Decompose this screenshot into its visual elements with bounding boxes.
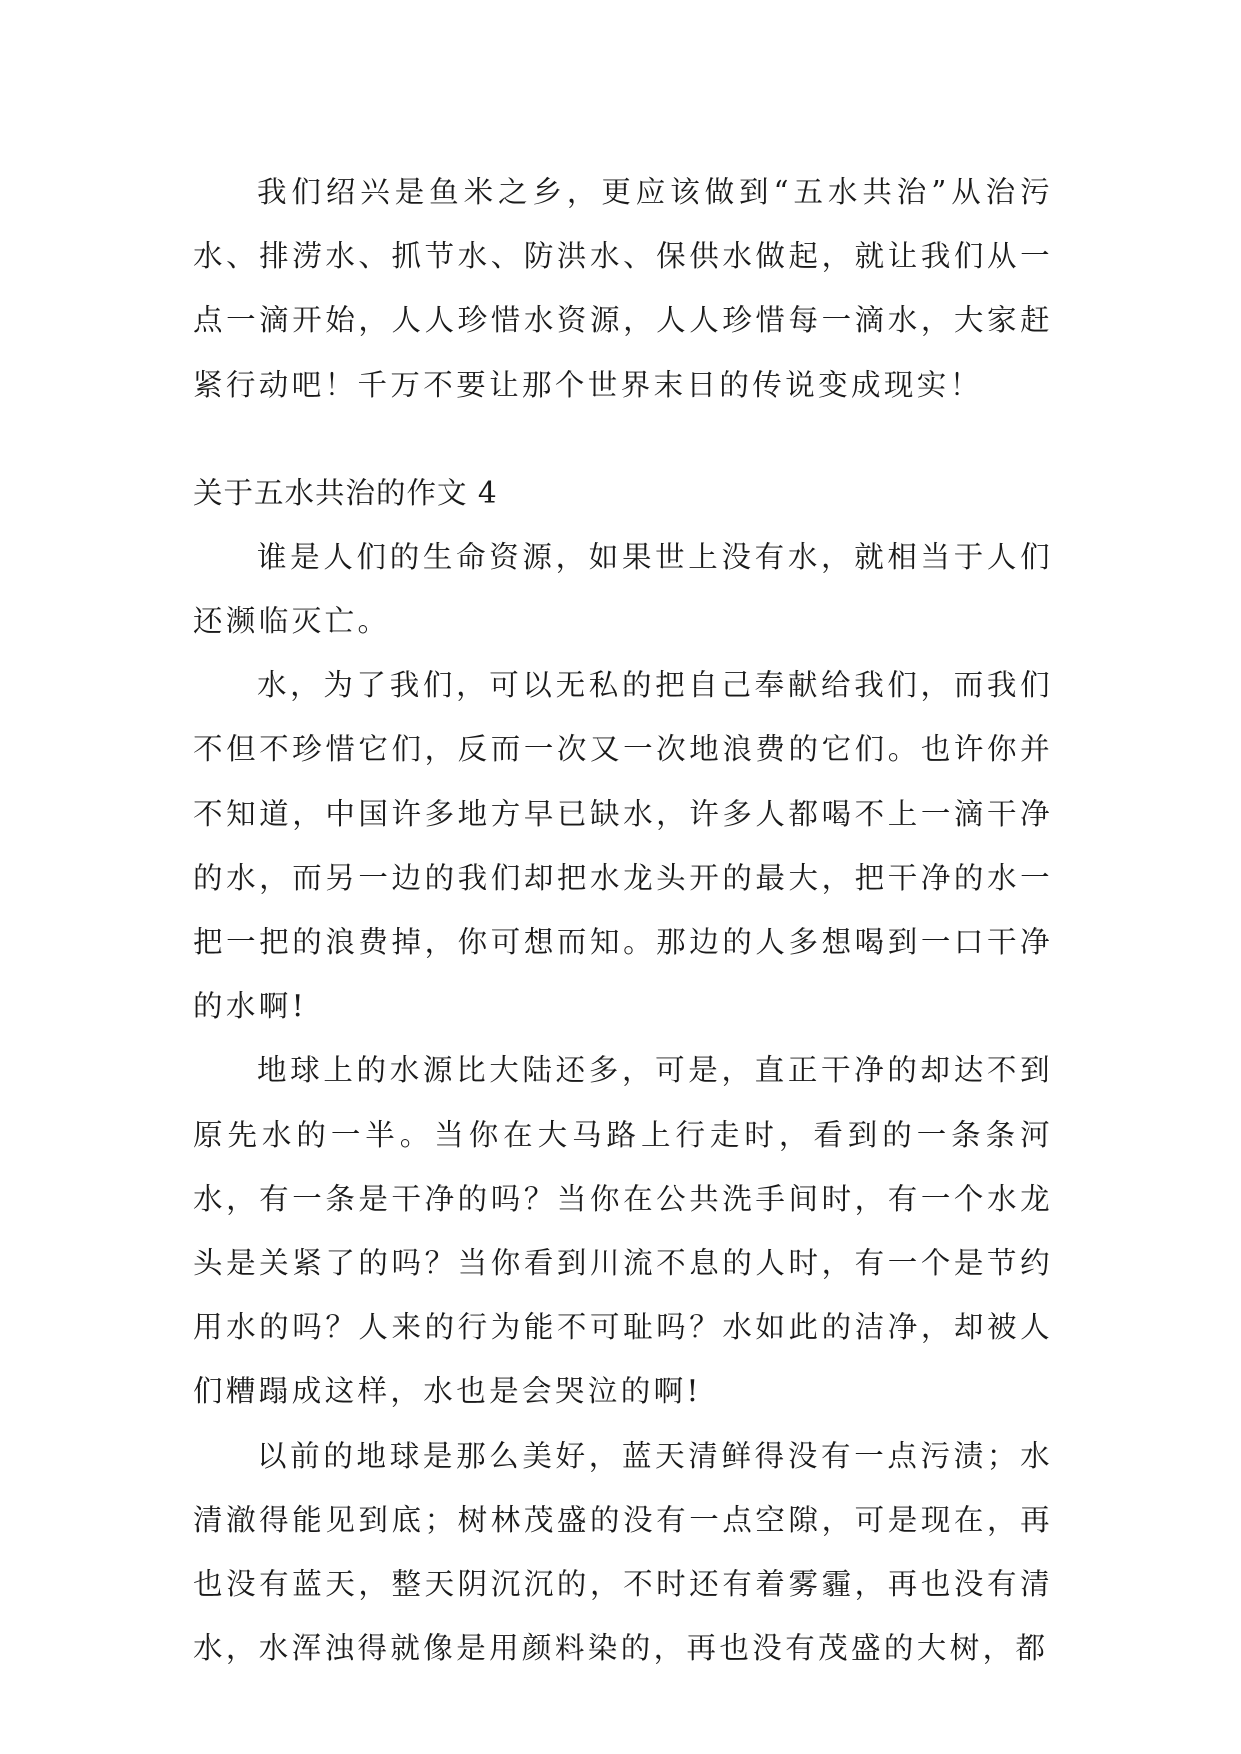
paragraph-4: 以前的地球是那么美好，蓝天清鲜得没有一点污渍；水清澈得能见到底；树林茂盛的没有一点空隙，可是现在，再也没有蓝天，整天阴沉沉的，不时还有着雾霾，再也没有清水，水浑浊得就像是用颜料染的，再也没有茂盛的大树，都 xyxy=(193,1438,1053,1666)
section-title: 关于五水共治的作文 4 xyxy=(193,475,498,510)
paragraph-3: 地球上的水源比大陆还多，可是，直正干净的却达不到原先水的一半。当你在大马路上行走时，看到的一条条河水，有一条是干净的吗？当你在公共洗手间时，有一个水龙头是关紧了的吗？当你看到川流不息的人时，有一个是节约用水的吗？人来的行为能不可耻吗？水如此的洁净，却被人们糟蹋成这样，水也是会哭泣的啊! xyxy=(193,1053,1053,1409)
document-page xyxy=(193,160,1053,1680)
paragraph-2: 水，为了我们，可以无私的把自己奉献给我们，而我们不但不珍惜它们，反而一次又一次地浪费的它们。也许你并不知道，中国许多地方早已缺水，许多人都喝不上一滴干净的水，而另一边的我们却把水龙头开的最大，把干净的水一把一把的浪费掉，你可想而知。那边的人多想喝到一口干净的水啊! xyxy=(193,668,1053,1024)
paragraph-1: 谁是人们的生命资源，如果世上没有水，就相当于人们还濒临灭亡。 xyxy=(193,539,1053,639)
paragraph-intro: 我们绍兴是鱼米之乡，更应该做到“五水共治”从治污水、排涝水、抓节水、防洪水、保供水做起，就让我们从一点一滴开始，人人珍惜水资源，人人珍惜每一滴水，大家赶紧行动吧！千万不要让那个世界末日的传说变成现实！ xyxy=(193,175,1053,402)
